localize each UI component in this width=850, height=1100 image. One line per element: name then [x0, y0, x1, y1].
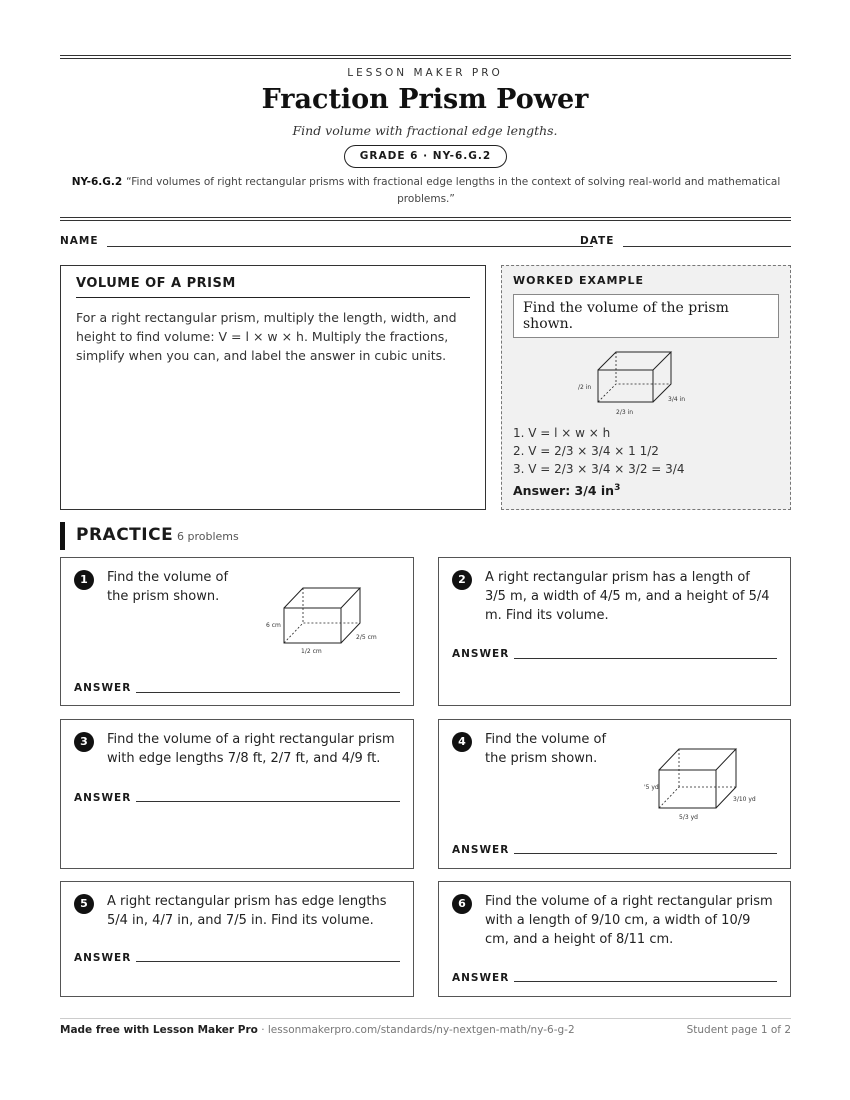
problem-4-length-label: 5/3 yd — [679, 814, 698, 821]
example-width-label: 3/4 in — [668, 396, 686, 403]
problem-line: with a length of 9/10 cm, a width of 10/9 — [485, 913, 751, 928]
concept-box — [60, 265, 486, 510]
grade-badge: GRADE 6 · NY-6.G.2 — [344, 145, 507, 168]
step-3: 3. V = 2/3 × 3/4 × 3/2 = 3/4 — [513, 462, 685, 476]
answer-field[interactable] — [514, 853, 777, 854]
answer-text: Answer: 3/4 in — [513, 483, 615, 499]
practice-title: PRACTICE — [76, 525, 174, 545]
problem-card-4 — [438, 719, 791, 869]
footer-rule — [60, 1018, 791, 1019]
answer-label: ANSWER — [452, 648, 510, 660]
answer-exponent: 3 — [614, 483, 621, 493]
problem-line: Find the volume of — [485, 732, 607, 747]
brand-name: LESSON MAKER PRO — [347, 67, 503, 79]
problem-card-3 — [60, 719, 414, 869]
answer-field[interactable] — [514, 981, 777, 982]
answer-label: ANSWER — [74, 952, 132, 964]
example-length-label: 2/3 in — [616, 409, 634, 416]
problem-4-width-label: 3/10 yd — [733, 796, 756, 803]
standard-statement — [62, 174, 790, 208]
problem-1-height-label: 6 cm — [266, 622, 281, 629]
problem-4-prism-figure — [639, 740, 769, 822]
answer-label: ANSWER — [452, 844, 510, 856]
problem-card-1 — [60, 557, 414, 706]
name-date-row — [60, 235, 791, 249]
problem-line: the prism shown. — [107, 589, 220, 604]
problem-number: 2 — [452, 570, 472, 590]
page-title: Fraction Prism Power — [261, 84, 589, 115]
example-height-label: /2 in — [578, 384, 592, 391]
top-rule — [60, 55, 791, 59]
problem-line: A right rectangular prism has edge lengths — [107, 894, 387, 909]
problem-line: cm, and a height of 8/11 cm. — [485, 932, 674, 947]
answer-label: ANSWER — [74, 682, 132, 694]
worked-example-question: Find the volume of the prism shown. — [513, 294, 779, 338]
date-label: DATE — [580, 235, 615, 247]
answer-label: ANSWER — [452, 972, 510, 984]
problem-number: 3 — [74, 732, 94, 752]
worked-example-answer — [513, 483, 620, 498]
problem-line: Find the volume of a right rectangular prism — [485, 894, 773, 909]
footer — [60, 1024, 791, 1036]
problem-text — [485, 892, 773, 949]
problem-card-5 — [60, 881, 414, 997]
answer-label: ANSWER — [74, 792, 132, 804]
practice-count: 6 problems — [177, 530, 239, 543]
problem-line: A right rectangular prism has a length of — [485, 570, 750, 585]
problem-text — [107, 568, 228, 606]
problem-number: 1 — [74, 570, 94, 590]
problem-line: 3/5 m, a width of 4/5 m, and a height of 5/4 — [485, 589, 770, 604]
worked-example-steps — [513, 424, 684, 478]
problem-line: Find the volume of — [107, 570, 229, 585]
header-bottom-rule — [60, 217, 791, 221]
problem-card-6 — [438, 881, 791, 997]
worked-example-label: WORKED EXAMPLE — [513, 274, 644, 287]
problem-4-height-label: '5 yd — [644, 784, 659, 791]
problem-number: 4 — [452, 732, 472, 752]
problem-text — [485, 568, 770, 625]
page-subtitle: Find volume with fractional edge lengths. — [292, 123, 558, 138]
footer-page-number: Student page 1 of 2 — [686, 1024, 791, 1036]
problem-1-width-label: 2/5 cm — [356, 634, 377, 641]
problem-text — [107, 892, 387, 930]
problem-1-length-label: 1/2 cm — [301, 648, 322, 655]
answer-field[interactable] — [136, 692, 400, 693]
step-2: 2. V = 2/3 × 3/4 × 1 1/2 — [513, 444, 659, 458]
example-prism-figure — [566, 346, 716, 421]
problem-text — [107, 730, 395, 768]
footer-made-with: Made free with Lesson Maker Pro — [60, 1024, 258, 1036]
problem-1-prism-figure — [256, 576, 386, 656]
problem-line: m. Find its volume. — [485, 608, 609, 623]
answer-field[interactable] — [136, 801, 400, 802]
name-field[interactable] — [107, 246, 593, 247]
problem-line: the prism shown. — [485, 751, 598, 766]
problem-number: 5 — [74, 894, 94, 914]
name-label: NAME — [60, 235, 99, 247]
footer-url[interactable]: · lessonmakerpro.com/standards/ny-nextgen-math/ny-6-g-2 — [257, 1024, 575, 1036]
standard-text: “Find volumes of right rectangular prisms with fractional edge lengths in the context of solving real-world and mathematical problems.” — [126, 176, 781, 205]
concept-body: For a right rectangular prism, multiply the length, width, and height to find volume: V = l × w × h. Multiply the fractions, simplify when you can, and label the answer in cubic units. — [76, 310, 457, 363]
concept-heading: VOLUME OF A PRISM — [76, 276, 470, 298]
answer-field[interactable] — [136, 961, 400, 962]
problem-number: 6 — [452, 894, 472, 914]
date-field[interactable] — [623, 246, 791, 247]
step-1: 1. V = l × w × h — [513, 426, 611, 440]
problem-line: 5/4 in, 4/7 in, and 7/5 in. Find its volume. — [107, 913, 374, 928]
problem-card-2 — [438, 557, 791, 706]
problem-line: Find the volume of a right rectangular prism — [107, 732, 395, 747]
problem-line: with edge lengths 7/8 ft, 2/7 ft, and 4/9 ft. — [107, 751, 381, 766]
practice-accent-bar — [60, 522, 65, 550]
problem-text — [485, 730, 606, 768]
standard-code: NY-6.G.2 — [71, 176, 123, 188]
worked-example-box — [501, 265, 791, 510]
answer-field[interactable] — [514, 658, 777, 659]
